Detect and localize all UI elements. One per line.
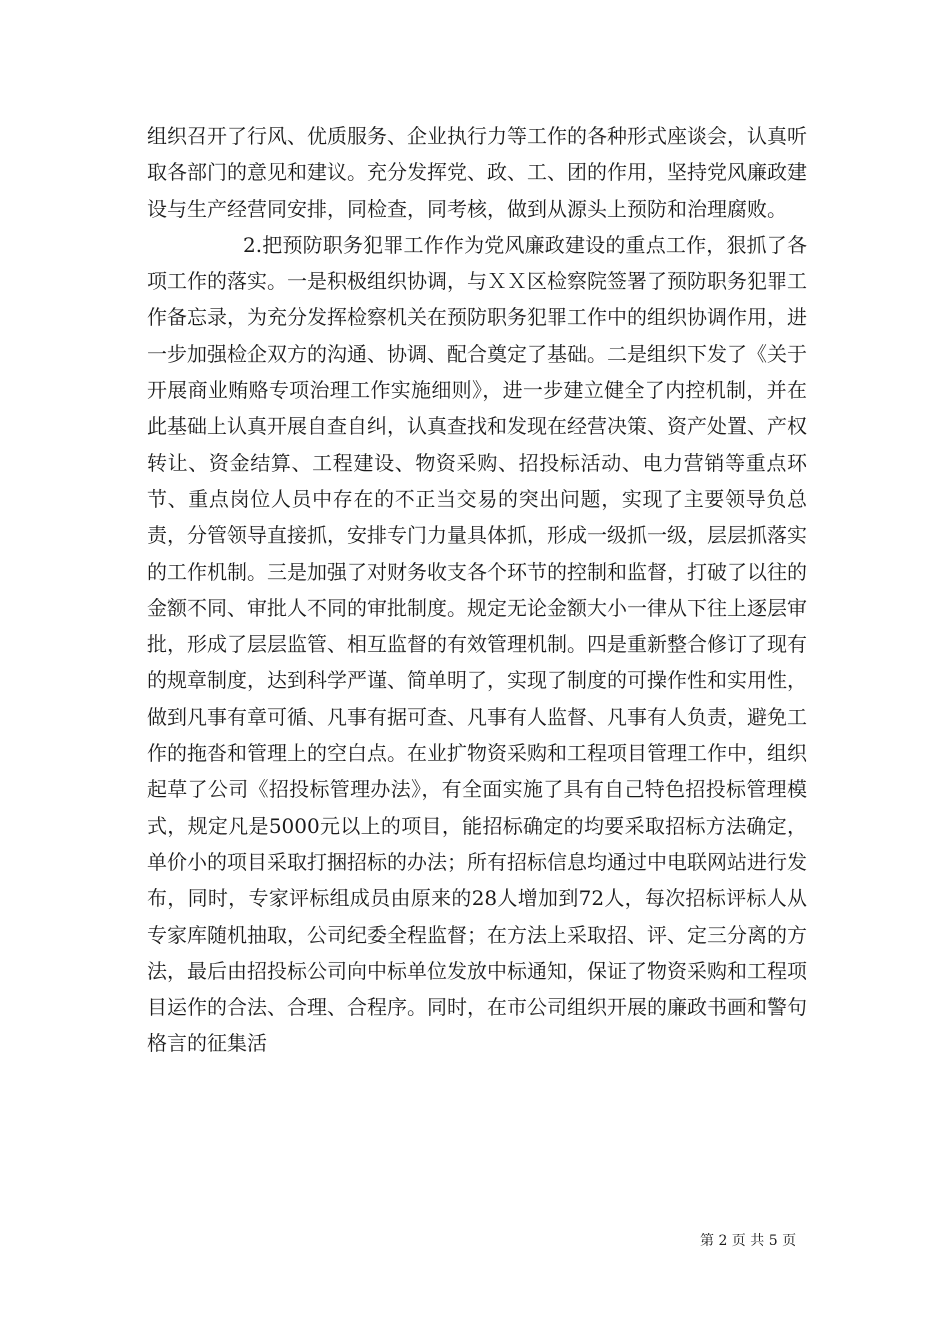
body-text — [147, 118, 807, 1062]
page-number: 第 2 页 共 5 页 — [700, 1233, 797, 1249]
paragraph-section-2: 2.把预防职务犯罪工作作为党风廉政建设的重点工作，狠抓了各项工作的落实。一是积极组织协调，与ＸＸ区检察院签署了预防职务犯罪工作备忘录，为充分发挥检察机关在预防职务犯罪工作中的组织协调作用，进一步加强检企双方的沟通、协调、配合奠定了基础。二是组织下发了《关于开展商业贿赂专项治理工作实施细则》，进一步建立健全了内控机制，并在此基础上认真开展自查自纠，认真查找和发现在经营决策、资产处置、产权转让、资金结算、工程建设、物资采购、招投标活动、电力营销等重点环节、重点岗位人员中存在的不正当交易的突出问题，实现了主要领导负总责，分管领导直接抓，安排专门力量具体抓，形成一级抓一级，层层抓落实的工作机制。三是加强了对财务收支各个环节的控制和监督，打破了以往的金额不同、审批人不同的审批制度。规定无论金额大小一律从下往上逐层审批，形成了层层监管、相互监督的有效管理机制。四是重新整合修订了现有的规章制度，达到科学严谨、简单明了，实现了制度的可操作性和实用性，做到凡事有章可循、凡事有据可查、凡事有人监督、凡事有人负责，避免工作的拖沓和管理上的空白点。在业扩物资采购和工程项目管理工作中，组织起草了公司《招投标管理办法》，有全面实施了具有自己特色招投标管理模式，规定凡是5000元以上的项目，能招标确定的均要采取招标方法确定，单价小的项目采取打捆招标的办法；所有招标信息均通过中电联网站进行发布，同时，专家评标组成员由原来的28人增加到72人，每次招标评标人从专家库随机抽取，公司纪委全程监督；在方法上采取招、评、定三分离的方法，最后由招投标公司向中标单位发放中标通知，保证了物资采购和工程项目运作的合法、合理、合程序。同时，在市公司组织开展的廉政书画和警句格言的征集活 — [147, 232, 807, 1056]
paragraph-continued: 组织召开了行风、优质服务、企业执行力等工作的各种形式座谈会，认真听取各部门的意见和建议。充分发挥党、政、工、团的作用，坚持党风廉政建设与生产经营同安排，同检查，同考核，做到从源头上预防和治理腐败。 — [147, 124, 807, 221]
